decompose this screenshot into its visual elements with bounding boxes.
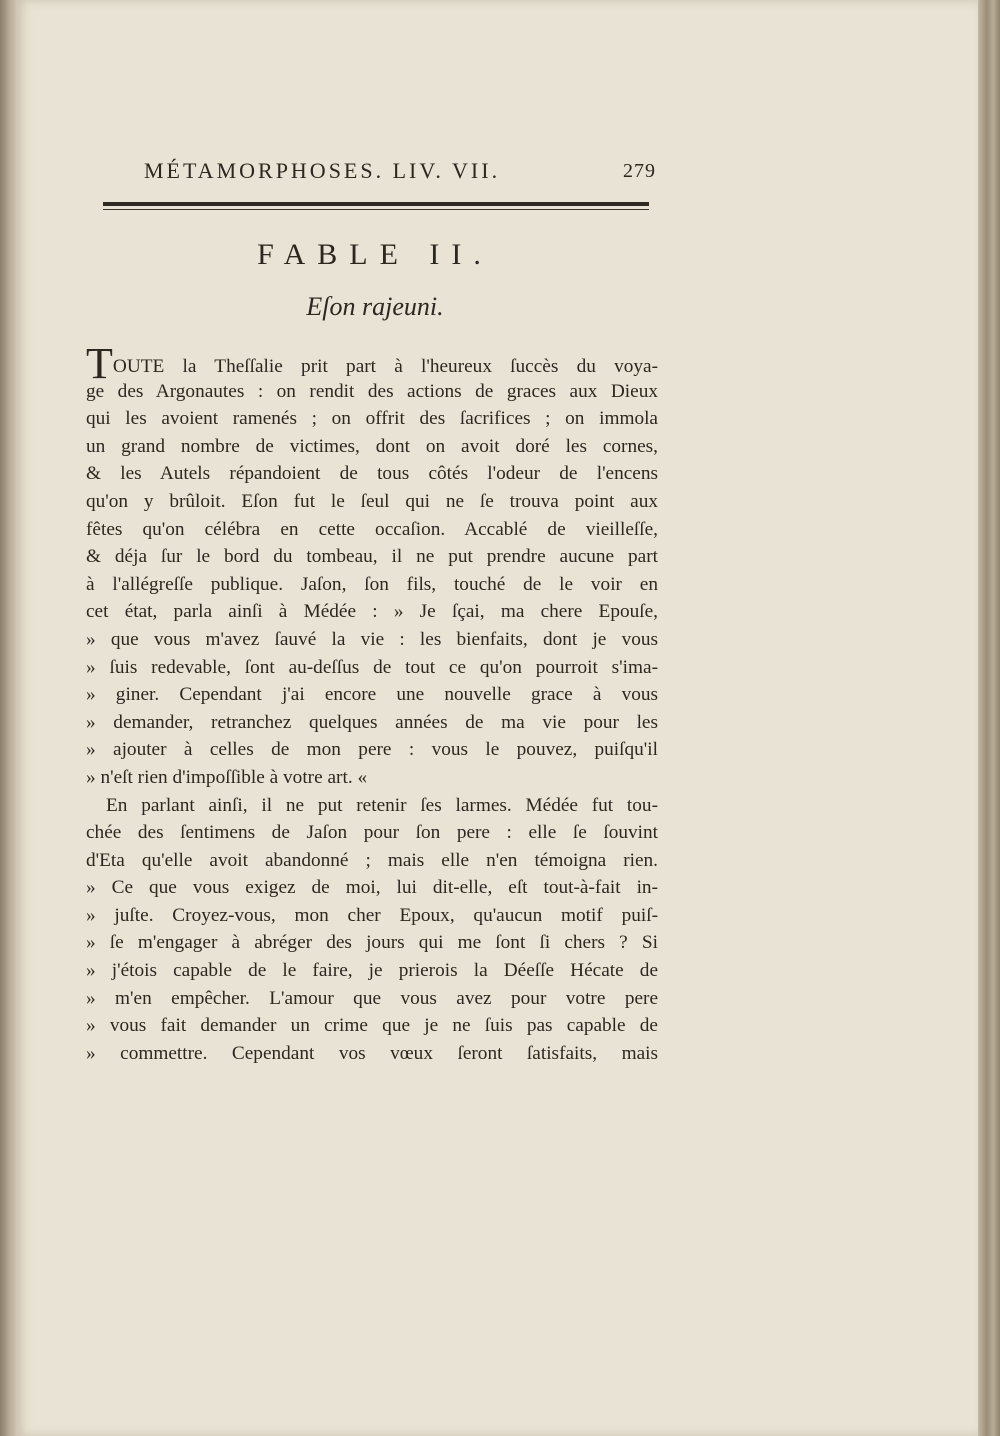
- page-number: 279: [623, 160, 656, 182]
- header-rule-thick: [103, 202, 649, 206]
- text-line: un grand nombre de victimes, dont on avoit doré les cornes,: [86, 435, 658, 457]
- running-header: [130, 152, 660, 192]
- text-line: qu'on y brûloit. Eſon fut le ſeul qui ne ſe trouva point aux: [86, 490, 658, 512]
- text-line: & déja ſur le bord du tombeau, il ne put prendre aucune part: [86, 546, 658, 568]
- text-line: & les Autels répandoient de tous côtés l'odeur de l'encens: [86, 463, 658, 485]
- text-line: » juſte. Croyez-vous, mon cher Epoux, qu'aucun motif puiſ-: [86, 904, 658, 926]
- fable-title: FABLE II.: [257, 238, 493, 271]
- text-line: » commettre. Cependant vos vœux ſeront ſatisfaits, mais: [86, 1042, 658, 1064]
- text-line: » ſuis redevable, ſont au-deſſus de tout ce qu'on pourroit s'ima-: [86, 656, 658, 678]
- page-edge: [978, 0, 1000, 1436]
- fable-subtitle: Eſon rajeuni.: [306, 292, 444, 321]
- text-line: » Ce que vous exigez de moi, lui dit-elle, eſt tout-à-fait in-: [86, 877, 658, 899]
- text-line: » m'en empêcher. L'amour que vous avez pour votre pere: [86, 987, 658, 1009]
- text-line: cet état, parla ainſi à Médée : » Je ſçai, ma chere Epouſe,: [86, 601, 658, 623]
- text-line: à l'allégreſſe publique. Jaſon, ſon fils, touché de le voir en: [86, 573, 658, 595]
- text-line: qui les avoient ramenés ; on offrit des ſacrifices ; on immola: [86, 408, 658, 430]
- text-line: fêtes qu'on célébra en cette occaſion. Accablé de vieilleſſe,: [86, 518, 658, 540]
- text-line: » n'eſt rien d'impoſſible à votre art. «: [86, 766, 368, 788]
- text-line: ge des Argonautes : on rendit des actions de graces aux Dieux: [86, 380, 658, 402]
- text-line: d'Eta qu'elle avoit abandonné ; mais elle n'en témoigna rien.: [86, 849, 658, 871]
- header-rule-thin: [103, 209, 649, 210]
- text-line-content: OUTE la Theſſalie prit part à l'heureux ſuccès du voya-: [112, 356, 658, 377]
- text-line: En parlant ainſi, il ne put retenir ſes larmes. Médée fut tou-: [106, 794, 658, 816]
- text-line: chée des ſentimens de Jaſon pour ſon pere : elle ſe ſouvint: [86, 822, 658, 844]
- body-text: [86, 339, 658, 1067]
- running-title: MÉTAMORPHOSES. LIV. VII.: [144, 158, 501, 183]
- text-line: » que vous m'avez ſauvé la vie : les bienfaits, dont je vous: [86, 628, 658, 650]
- text-line: » ajouter à celles de mon pere : vous le pouvez, puiſqu'il: [86, 739, 658, 761]
- text-line: » demander, retranchez quelques années de ma vie pour les: [86, 711, 658, 733]
- drop-cap: T: [86, 339, 113, 388]
- text-line: » giner. Cependant j'ai encore une nouvelle grace à vous: [86, 684, 658, 706]
- text-line: » vous fait demander un crime que je ne ſuis pas capable de: [86, 1015, 658, 1037]
- text-line: [86, 339, 658, 388]
- text-line: » ſe m'engager à abréger des jours qui me ſont ſi chers ? Si: [86, 932, 658, 954]
- binding-gutter: [0, 0, 16, 1436]
- text-line: » j'étois capable de le faire, je prierois la Déeſſe Hécate de: [86, 960, 658, 982]
